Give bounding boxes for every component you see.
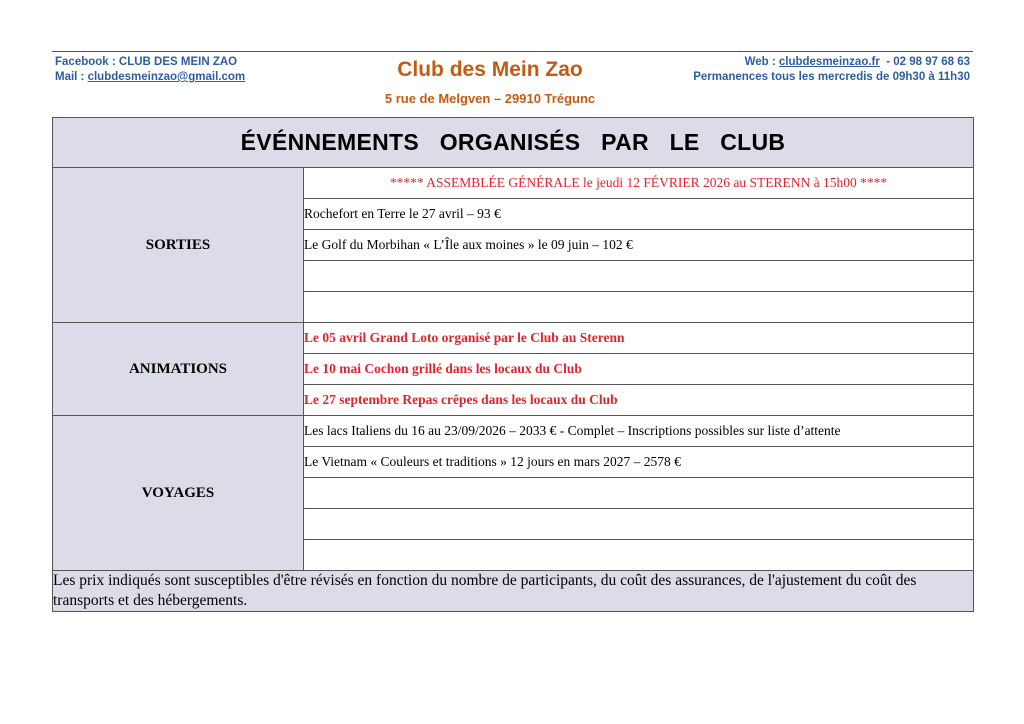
phone-number: - 02 98 97 68 63 [879, 56, 970, 68]
voyage-item: Le Vietnam « Couleurs et traditions » 12 jours en mars 2027 – 2578 € [304, 447, 974, 478]
table-row [53, 416, 974, 447]
events-table [52, 117, 974, 612]
club-name: Club des Mein Zao [397, 58, 583, 81]
table-row [53, 323, 974, 354]
category-animations: ANIMATIONS [53, 323, 304, 416]
voyage-item: Les lacs Italiens du 16 au 23/09/2026 – 2033 € - Complet – Inscriptions possibles sur liste d’attente [304, 416, 974, 447]
title-row [53, 118, 974, 168]
animation-item: Le 10 mai Cochon grillé dans les locaux du Club [304, 354, 974, 385]
mail-label: Mail : [55, 71, 88, 83]
price-disclaimer: Les prix indiqués sont susceptibles d'être révisés en fonction du nombre de participants, du coût des assurances, de l'ajustement du coût des transports et des hébergements. [53, 571, 974, 612]
category-sorties: SORTIES [53, 168, 304, 323]
voyage-item-empty [304, 540, 974, 571]
top-divider [52, 51, 973, 52]
header-title-block [340, 56, 640, 108]
category-voyages: VOYAGES [53, 416, 304, 571]
sortie-item-empty [304, 292, 974, 323]
web-link[interactable]: clubdesmeinzao.fr [778, 56, 880, 68]
footer-row [53, 571, 974, 612]
animation-item: Le 27 septembre Repas crêpes dans les locaux du Club [304, 385, 974, 416]
table-row [53, 168, 974, 199]
voyage-item-empty [304, 509, 974, 540]
header-contacts-left [55, 55, 245, 85]
web-line [693, 55, 970, 70]
facebook-line: Facebook : CLUB DES MEIN ZAO [55, 56, 238, 68]
web-label: Web : [744, 56, 779, 68]
animation-item: Le 05 avril Grand Loto organisé par le Club au Sterenn [304, 323, 974, 354]
club-address: 5 rue de Melgven – 29910 Trégunc [384, 91, 596, 106]
voyage-item-empty [304, 478, 974, 509]
mail-line [55, 70, 245, 85]
events-title: ÉVÉNNEMENTS ORGANISÉS PAR LE CLUB [53, 118, 974, 168]
sortie-item: Le Golf du Morbihan « L’Île aux moines » le 09 juin – 102 € [304, 230, 974, 261]
assemblee-generale-item: ***** ASSEMBLÉE GÉNÉRALE le jeudi 12 FÉVRIER 2026 au STERENN à 15h00 **** [304, 168, 974, 199]
mail-link[interactable]: clubdesmeinzao@gmail.com [87, 71, 246, 83]
permanences-line: Permanences tous les mercredis de 09h30 à 11h30 [693, 71, 970, 83]
sortie-item: Rochefort en Terre le 27 avril – 93 € [304, 199, 974, 230]
sortie-item-empty [304, 261, 974, 292]
header-contacts-right [693, 55, 970, 85]
